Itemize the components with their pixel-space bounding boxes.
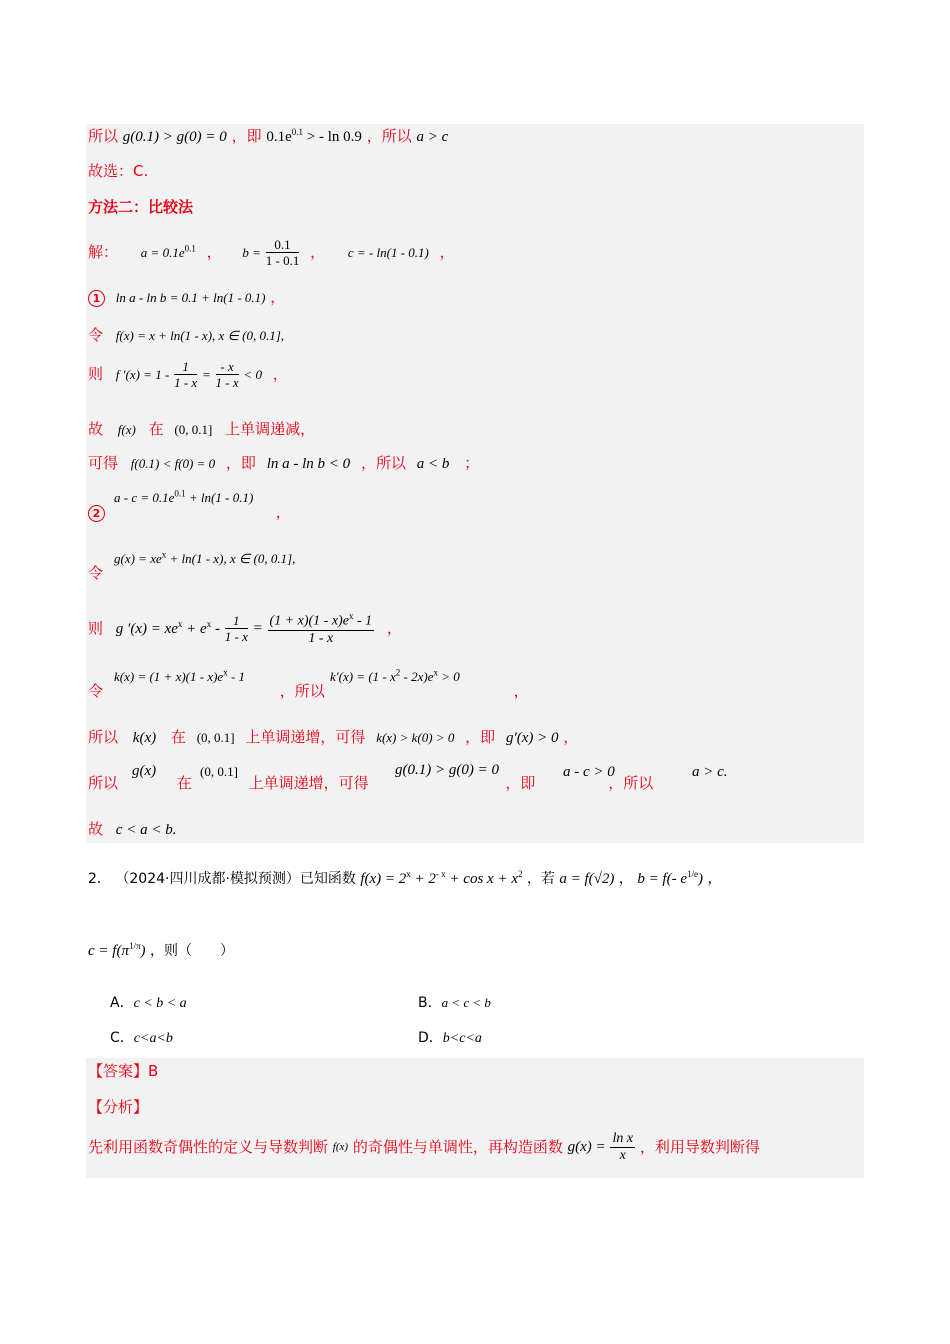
solution-line-1: 所以 g(0.1) > g(0) = 0 ，即 $0.1e^{0.1}$ > - ln 0.9 ，所以 a > c (88, 127, 449, 145)
solution-line-10 (114, 490, 253, 505)
solution-line-7: 则 f ′(x) = 1 - $\frac{1}{1 - x}$ = $\frac{- x}{1 - x}$ < 0 ， (88, 359, 288, 390)
question-2-line-2: $c = f(\pi^{1/\pi})$ ，则（ ） (88, 941, 234, 959)
solution-line-16: 所以 k(x) 在 (0, 0.1] 上单调递增，可得 k(x) > k(0) > 0 ，即 g′(x) > 0 ， (88, 728, 579, 746)
math-expression: $g(x) = xe^x + \ln(1 - x)$, x ∈ (0, 0.1], (114, 550, 296, 567)
math-expression: b = f(- $e^{1/e}$) (637, 869, 703, 887)
solution-line-4: 解： $a = 0.1e^{0.1}$ ， b = $\frac{0.1}{1 - 0.1}$ ， c = - ln(1 - 0.1) ， (88, 237, 455, 268)
math-expression: c = - ln(1 - 0.1) (347, 245, 429, 260)
solution-line-8: 故 f(x) 在 (0, 0.1] 上单调递减， (88, 420, 316, 438)
solution-line-15a (114, 669, 245, 684)
fraction: $\frac{1}{1 - x}$ (174, 359, 198, 390)
math-expression: $0.1e^{0.1}$ > - ln 0.9 (266, 127, 362, 145)
analysis-label: 【分析】 (88, 1098, 149, 1116)
math-expression: $k(x) = (1 + x)(1 - x)e^x - 1$ (114, 668, 246, 685)
fraction: $\frac{- x}{1 - x}$ (215, 359, 239, 390)
analysis-text: 先利用函数奇偶性的定义与导数判断 f(x) 的奇偶性与单调性，再构造函数 g(x) = $\frac{\text{ln x}}{x}$ ，利用导数判断得 (88, 1131, 760, 1163)
solution-line-15b (330, 669, 460, 684)
math-expression: $a - c = 0.1e^{0.1} + \ln(1 - 0.1)$ (114, 489, 254, 506)
answer-label: 【答案】B (88, 1062, 159, 1080)
solution-line-17-math4: a > c. (692, 764, 728, 780)
math-expression: $k'(x) = (1 - x^2 - 2x)e^x > 0$ (330, 668, 460, 685)
option-c[interactable]: C．c<a<b (110, 1030, 173, 1046)
solution-line-12 (114, 551, 295, 566)
option-b[interactable]: B．a < c < b (418, 995, 491, 1011)
method-two-heading: 方法二：比较法 (88, 198, 194, 216)
option-a[interactable]: A．c < b < a (110, 995, 187, 1011)
option-d[interactable]: D．b<c<a (418, 1030, 482, 1046)
solution-line-17-interval: (0, 0.1] (200, 764, 238, 779)
math-expression: f(x) = x + ln(1 - x), x ∈ (0, 0.1], (115, 328, 285, 343)
solution-line-6: 令 f(x) = x + ln(1 - x), x ∈ (0, 0.1], (88, 326, 285, 344)
solution-line-14: 则 g $'(x) = xe^x + e^x$ - $\frac{1}{1 - x}$ = $\frac{(1 + x)(1 - x)e^x - 1}{1 - x}$ ， (88, 611, 402, 646)
fraction: $\frac{0.1}{1 - 0.1}$ (265, 237, 300, 268)
fraction: $\frac{(1 + x)(1 - x)e^x - 1}{1 - x}$ (269, 611, 373, 646)
fraction: $\frac{\text{ln x}}{x}$ (612, 1131, 634, 1163)
math-expression: g(0.1) > g(0) = 0 (122, 129, 227, 145)
math-expression: a > c (416, 129, 449, 145)
math-expression: $a = 0.1e^{0.1}$ (140, 243, 196, 260)
math-expression: g $'(x) = xe^x + e^x$ - (115, 619, 220, 638)
math-expression: ln a - ln b = 0.1 + ln(1 - 0.1) (115, 290, 266, 305)
solution-line-17-math3: a - c > 0 (563, 764, 615, 780)
circled-number-1: 1 (88, 290, 105, 307)
solution-line-17: 所以 在 上单调递增，可得 ，即 ，所以 (88, 774, 654, 792)
solution-line-9: 可得 f(0.1) < f(0) = 0 ，即 ln a - ln b < 0 ，所以 a < b ； (88, 454, 480, 472)
solution-line-11: 2 ， (88, 505, 291, 522)
solution-line-17-math2: g(0.1) > g(0) = 0 (395, 762, 499, 778)
question-2-line-1: 2． （2024·四川成都·模拟预测）已知函数 $f(x) = 2^x + 2^{- x} + \cos x + x^2$ ，若 a = f(√2) ， b = f(- $e^{1/e}$) ， (88, 869, 722, 887)
solution-line-13: 令 (88, 564, 104, 582)
math-expression: $c = f(\pi^{1/\pi})$ (88, 941, 146, 959)
math-expression: $f(x) = 2^x + 2^{- x} + \cos x + x^2$ (360, 869, 523, 887)
solution-line-2: 故选：C. (88, 162, 149, 180)
solution-line-17-math: g(x) (132, 763, 157, 779)
fraction: $\frac{1}{1 - x}$ (224, 613, 248, 645)
circled-number-2: 2 (88, 505, 105, 522)
solution-line-18: 故 c < a < b. (88, 820, 177, 838)
solution-line-15: 令 ，所以 ， (88, 682, 529, 700)
solution-line-5: 1 ln a - ln b = 0.1 + ln(1 - 0.1) ， (88, 290, 285, 307)
